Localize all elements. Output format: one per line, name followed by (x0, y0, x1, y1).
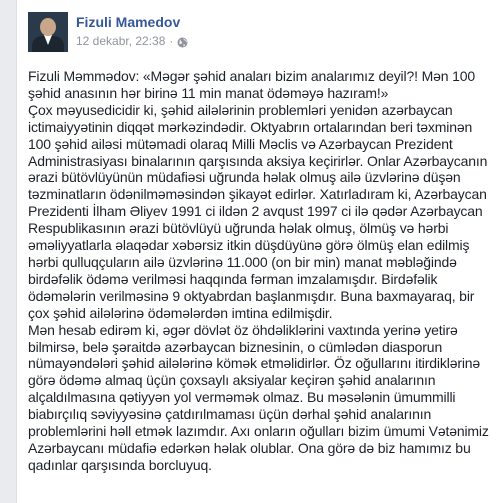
post-timestamp-link[interactable]: 12 dekabr, 22:38 (76, 34, 166, 48)
post-body (28, 68, 496, 474)
avatar-face (40, 18, 56, 36)
meta-separator: · (169, 34, 174, 48)
author-name-link[interactable]: Fizuli Mamedov (76, 14, 181, 30)
post-paragraph: Çox məyusedicidir ki, şəhid ailələrinin problemləri yenidən azərbaycan ictimaiyyətinin diqqət mərkəzindədir. Oktyabrın ortalarından beri təxminən 100 şəhid ailəsi mütəmadi olaraq Milli Məclis və Azərbaycan Prezident Administrasiyası binalarının qarşısında aksiya keçirirlər. Onlar Azərbaycanın ərazi bütövlüyünün müdafiəsi uğrunda həlak olmuş ailə üzvlərinə düşən təzminatların ödənilməməsindən şikayət edirlər. Xatırladıram ki, Azərbaycan Prezidenti İlham Əliyev 1991 ci ildən 2 avqust 1997 ci ilə qədər Azərbaycan Respublikasının ərazi bütövlüyü uğrunda həlak olmuş, ölmüş və hərbi əməliyyatlarla əlaqədar xəbərsiz itkin düşdüyünə görə ölmüş elan edilmiş hərbi qulluqçuların ailə üzvlərinə 11.000 (on bir min) manat məbləğində birdəfəlik ödəmə verilməsi haqqında fərman imzalamışdır. Birdəfəlik ödəmələrin verilməsinə 9 oktyabrdan başlanmışdır. Buna baxmayaraq, bir çox şəhid ailələrinə ödəmələrdən imtina edilmişdir. (28, 101, 488, 321)
post-header (28, 12, 188, 52)
post-meta (76, 12, 188, 49)
post-paragraph: Mən hesab edirəm ki, əgər dövlət öz öhdəliklərini vaxtında yerinə yetirə bilmirsə, belə şəraitdə azərbaycan biznesinin, o cümlədən diasporun nümayəndələri şəhid ailələrinə kömək etməlidirlər. Öz oğullarını itirdiklərinə görə ödəmə almaq üçün çoxsaylı aksiyalar keçirən şəhid analarının alçaldılmasına qətiyyən yol verməmək olmaz. Bu məsələnin ümummilli biabırçılıq səviyyəsinə çatdırılmaması üçün dərhal şəhid analarının problemlərini həll etmək lazımdır. Axı onların oğulları bizim ümumi Vətənimiz Azərbaycanı müdafiə edərkən həlak olublar. Ona görə də biz hamımız bu qadınlar qarşısında borcluyuq. (28, 321, 489, 473)
post-subline (76, 33, 188, 49)
author-avatar[interactable] (28, 12, 68, 52)
post-paragraph: Fizuli Məmmədov: «Məgər şəhid anaları bizim analarımız deyil?! Mən 100 şəhid anasının hər birinə 11 min manat ödəməyə hazıram!» (28, 68, 476, 101)
post-card (16, 0, 500, 503)
globe-icon[interactable] (177, 36, 188, 47)
